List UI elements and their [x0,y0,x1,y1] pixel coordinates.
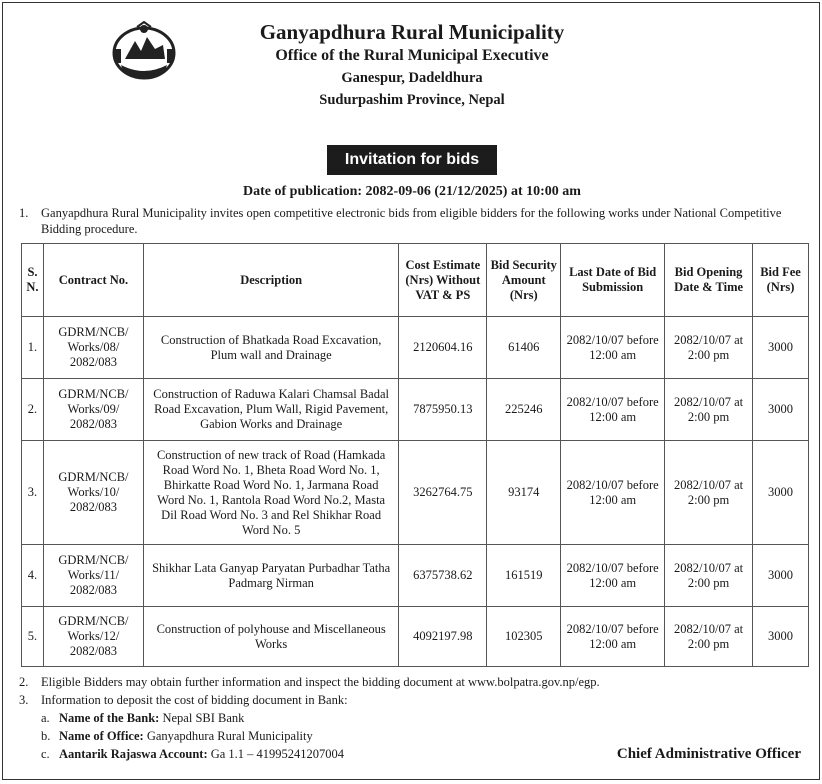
cell-fee: 3000 [753,317,809,379]
nepal-emblem-icon [107,19,181,85]
cell-last-date: 2082/10/07 before 12:00 am [561,441,665,545]
cell-security: 93174 [487,441,561,545]
cell-fee: 3000 [753,441,809,545]
signature-title: Chief Administrative Officer [616,746,801,762]
office-title: Office of the Rural Municipal Executive [275,47,549,64]
cell-opening: 2082/10/07 at 2:00 pm [665,379,753,441]
cell-description: Construction of polyhouse and Miscellaneous Works [143,607,398,667]
header-opening: Bid Opening Date & Time [665,244,753,317]
cell-sn: 2. [22,379,44,441]
office-name-label: Name of Office: [59,729,144,743]
cell-last-date: 2082/10/07 before 12:00 am [561,317,665,379]
office-name-value: Ganyapdhura Rural Municipality [146,729,313,743]
table-row [22,379,809,441]
cell-cost: 7875950.13 [399,379,487,441]
publication-date [19,183,805,201]
header-contract: Contract No. [43,244,143,317]
cell-cost: 6375738.62 [399,545,487,607]
cell-sn: 4. [22,545,44,607]
sub-c-number: c. [41,747,50,761]
sub-b-number: b. [41,729,51,743]
address-line-2: Sudurpashim Province, Nepal [319,92,505,108]
cell-last-date: 2082/10/07 before 12:00 am [561,379,665,441]
municipality-title: Ganyapdhura Rural Municipality [259,20,565,44]
cell-description: Construction of Raduwa Kalari Chamsal Badal Road Excavation, Plum Wall, Rigid Pavement, Gabion Works and Drainage [143,379,398,441]
cell-opening: 2082/10/07 at 2:00 pm [665,317,753,379]
sub-a-number: a. [41,711,50,725]
table-row [22,607,809,667]
header [19,19,805,137]
cell-cost: 4092197.98 [399,607,487,667]
account-value: Ga 1.1 – 41995241207004 [210,747,345,761]
note-2-number: 2. [19,675,29,689]
cell-sn: 5. [22,607,44,667]
bids-table [21,243,809,667]
header-last-date: Last Date of Bid Submission [561,244,665,317]
header-description: Description [143,244,398,317]
office-name-line [19,727,805,745]
bid-notice [2,2,820,780]
note-3-number: 3. [19,693,29,707]
table-row [22,317,809,379]
cell-security: 102305 [487,607,561,667]
header-fee: Bid Fee (Nrs) [753,244,809,317]
cell-description: Shikhar Lata Ganyap Paryatan Purbadhar Tatha Padmarg Nirman [143,545,398,607]
bank-name-line [19,709,805,727]
cell-last-date: 2082/10/07 before 12:00 am [561,607,665,667]
bank-name-label: Name of the Bank: [59,711,160,725]
cell-opening: 2082/10/07 at 2:00 pm [665,441,753,545]
cell-contract: GDRM/NCB/ Works/08/ 2082/083 [43,317,143,379]
cell-sn: 3. [22,441,44,545]
note-3 [19,691,805,709]
cell-cost: 2120604.16 [399,317,487,379]
invitation-banner: Invitation for bids [327,145,497,175]
table-row [22,441,809,545]
cell-contract: GDRM/NCB/ Works/10/ 2082/083 [43,441,143,545]
cell-description: Construction of Bhatkada Road Excavation, Plum wall and Drainage [143,317,398,379]
account-label: Aantarik Rajaswa Account: [59,747,208,761]
note-2-text: Eligible Bidders may obtain further information and inspect the bidding document at www.bolpatra.gov.np/egp. [41,675,600,689]
cell-cost: 3262764.75 [399,441,487,545]
address-line-1: Ganespur, Dadeldhura [341,70,483,86]
note-3-text: Information to deposit the cost of bidding document in Bank: [41,693,348,707]
cell-opening: 2082/10/07 at 2:00 pm [665,545,753,607]
cell-security: 61406 [487,317,561,379]
cell-fee: 3000 [753,379,809,441]
cell-opening: 2082/10/07 at 2:00 pm [665,607,753,667]
header-security: Bid Security Amount (Nrs) [487,244,561,317]
cell-fee: 3000 [753,545,809,607]
cell-contract: GDRM/NCB/ Works/11/ 2082/083 [43,545,143,607]
bank-name-value: Nepal SBI Bank [162,711,245,725]
header-sn: S. N. [22,244,44,317]
table-header-row [22,244,809,317]
cell-description: Construction of new track of Road (Hamkada Road Word No. 1, Bheta Road Word No. 1, Bhirkatte Road Word No. 1, Jarmana Road Word No. 1, Rantola Road Word No.2, Masta Dil Road Word No. 3 and Rel Shikhar Road Word No. 5 [143,441,398,545]
cell-contract: GDRM/NCB/ Works/09/ 2082/083 [43,379,143,441]
cell-security: 161519 [487,545,561,607]
cell-fee: 3000 [753,607,809,667]
note-2 [19,673,805,691]
intro-text: Ganyapdhura Rural Municipality invites open competitive electronic bids from eligible bidders for the following works under National Competitive Bidding procedure. [41,206,782,236]
cell-contract: GDRM/NCB/ Works/12/ 2082/083 [43,607,143,667]
publication-value: 2082-09-06 (21/12/2025) at 10:00 am [365,184,581,199]
publication-label: Date of publication: [243,184,363,199]
intro-number: 1. [19,206,29,220]
cell-security: 225246 [487,379,561,441]
notes-section [19,673,805,763]
header-cost: Cost Estimate (Nrs) Without VAT & PS [399,244,487,317]
cell-sn: 1. [22,317,44,379]
cell-last-date: 2082/10/07 before 12:00 am [561,545,665,607]
intro-paragraph [19,205,805,237]
table-row [22,545,809,607]
